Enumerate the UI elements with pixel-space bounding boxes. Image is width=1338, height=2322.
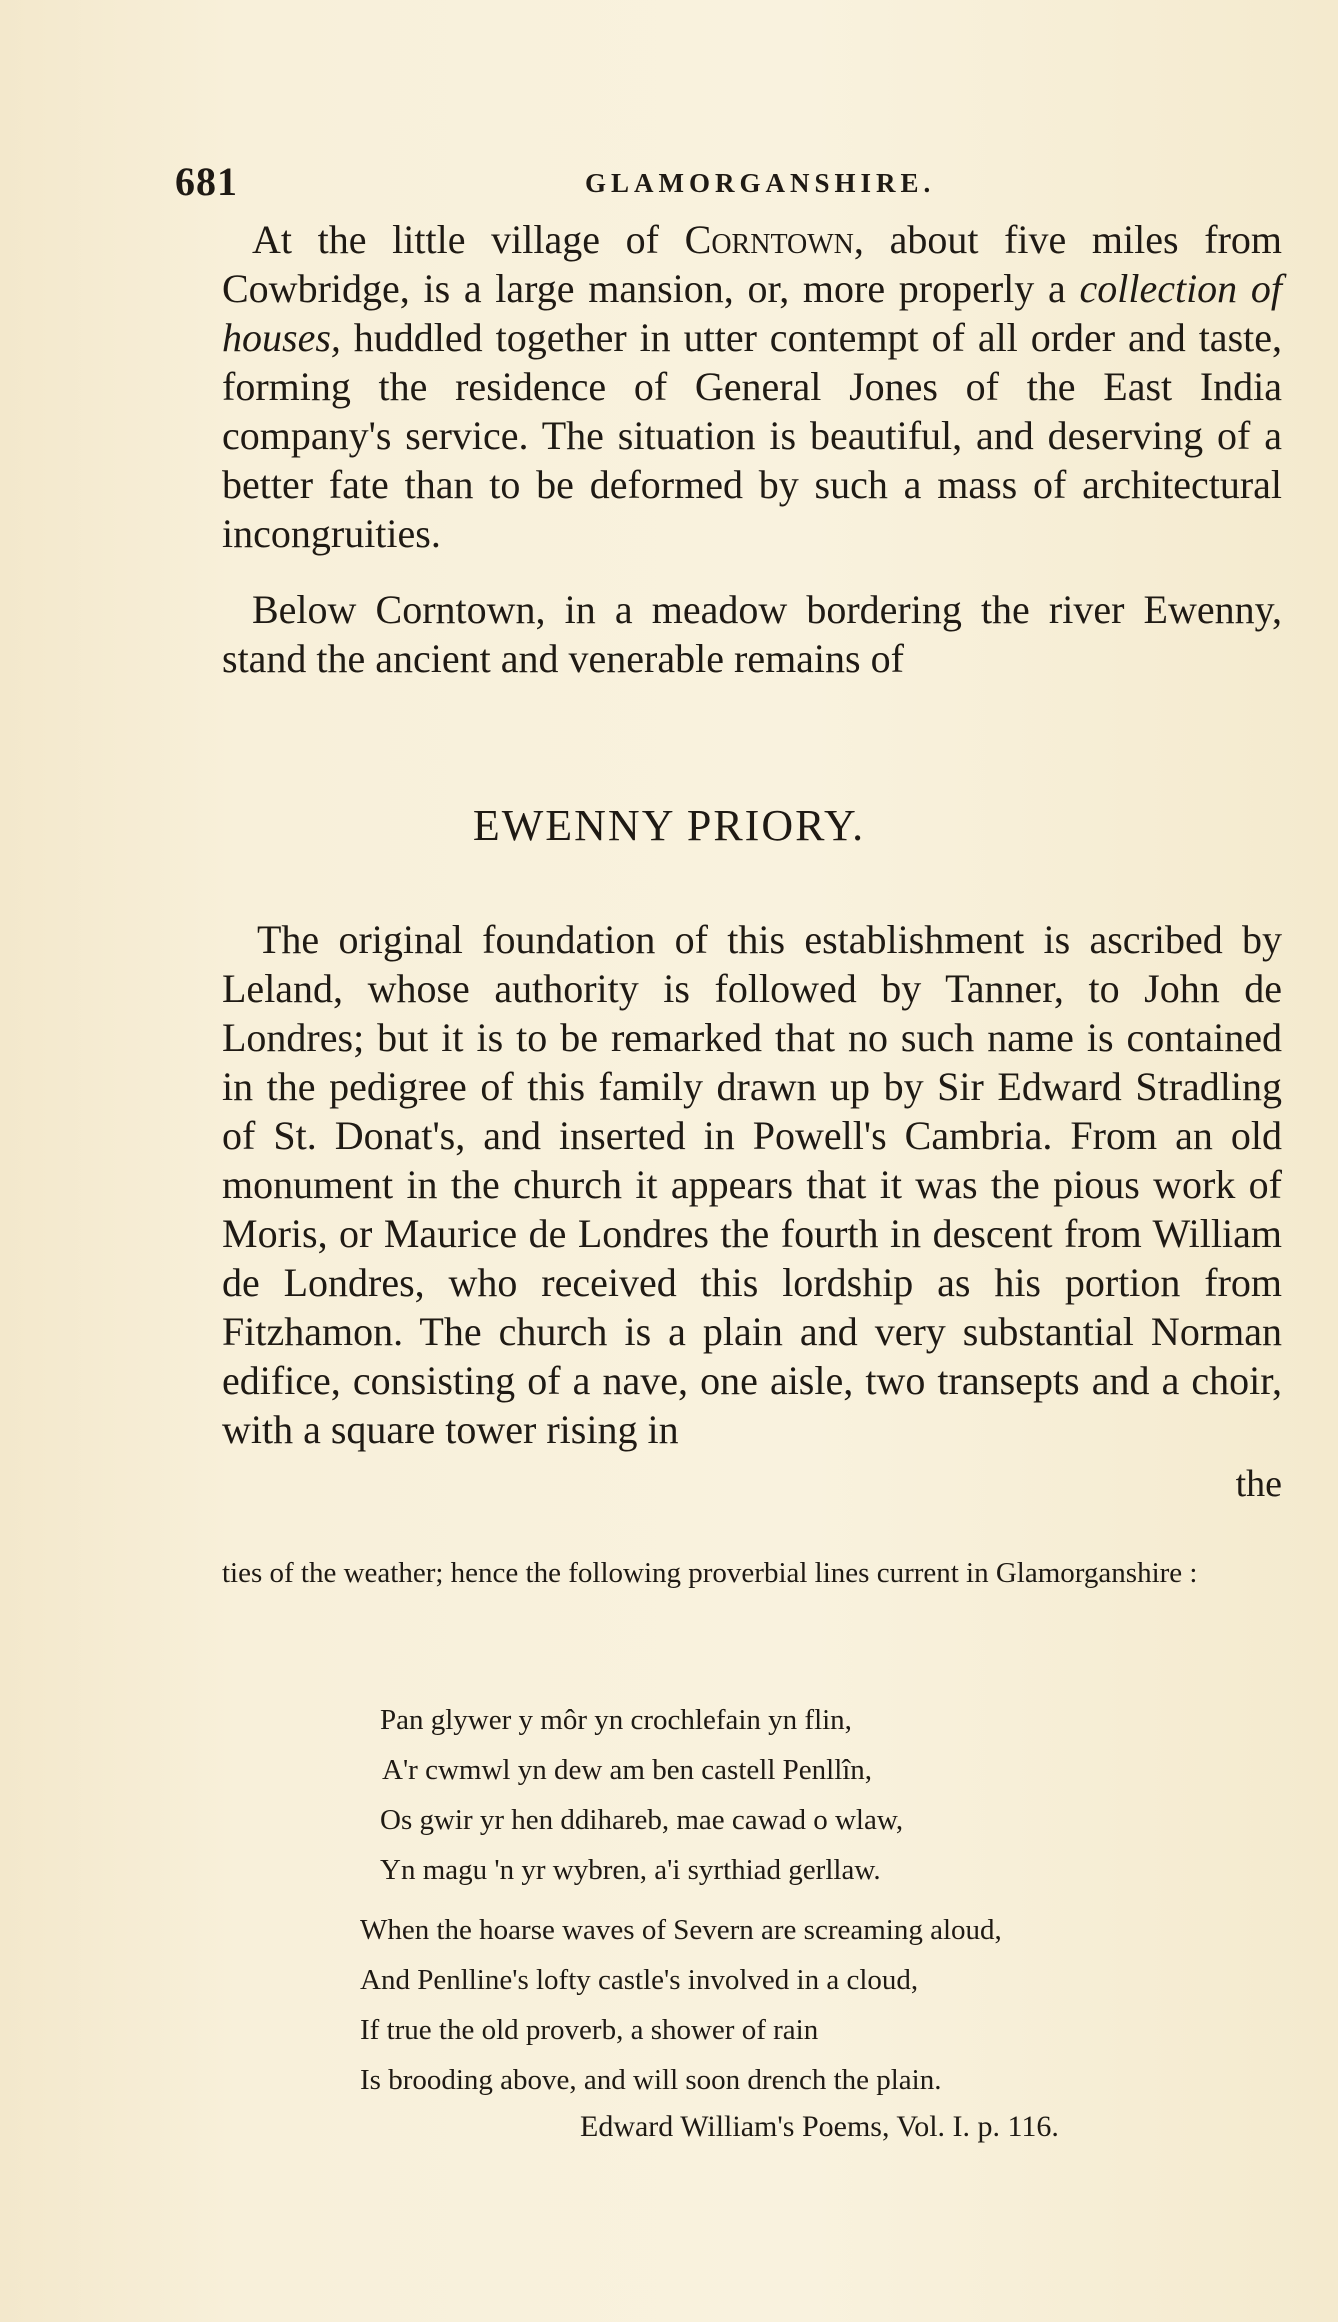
paragraph-original-foundation: The original foundation of this establishment is ascribed by Leland, whose authority is followed by Tanner, to John de Londres; but it is to be remarked that no such name is contained in the pedigree of this family drawn up by Sir Edward Stradling of St. Donat's, and inserted in Powell's Cambria. From an old monument in the church it appears that it was the pious work of Moris, or Maurice de Londres the fourth in descent from William de Londres, who received this lordship as his portion from Fitzhamon. The church is a plain and very substantial Norman edifice, consisting of a nave, one aisle, two transepts and a choir, with a square tower rising in	[222, 917, 1282, 1452]
welsh-verse-line: Yn magu 'n yr wybren, a'i syrthiad gerllaw.	[380, 1854, 881, 1886]
paragraph-corntown-part3: huddled together in utter contempt of all order and taste, forming the residence of General Jones of the East India company's service. The situation is beautiful, and deserving of a better fate than to be deformed by such a mass of architectural incongruities.	[222, 315, 1282, 556]
page-header	[175, 158, 1285, 208]
paragraph-corntown-part2: , about five miles from Cowbridge, is a large mansion, or, more properly a	[222, 217, 1282, 311]
english-verse-line: When the hoarse waves of Severn are screaming aloud,	[360, 1914, 1002, 1946]
place-corntown: Corntown	[684, 217, 854, 262]
paragraph-corntown-lead: At the little village of	[252, 217, 685, 262]
english-verse-line: Is brooding above, and will soon drench the plain.	[360, 2064, 942, 2096]
paragraph-corntown	[222, 215, 1282, 558]
welsh-verse-line: Os gwir yr hen ddihareb, mae cawad o wlaw,	[380, 1804, 904, 1836]
welsh-verse-line: Pan glywer y môr yn crochlefain yn flin,	[380, 1704, 852, 1736]
welsh-verse	[380, 1695, 903, 1895]
catchword: the	[1235, 1463, 1282, 1505]
welsh-verse-line: A'r cwmwl yn dew am ben castell Penllîn,	[382, 1754, 873, 1786]
footnote: ties of the weather; hence the following proverbial lines current in Glamorganshire :	[222, 1557, 1198, 1589]
emphasis-collection-of-houses: collection of houses,	[222, 266, 1283, 360]
paragraph-below-corntown: Below Corntown, in a meadow bordering the river Ewenny, stand the ancient and venerable remains of	[222, 587, 1282, 681]
section-title: EWENNY PRIORY.	[472, 801, 866, 850]
verse-attribution: Edward William's Poems, Vol. I. p. 116.	[580, 2110, 1059, 2143]
english-verse-line: If true the old proverb, a shower of rain	[360, 2014, 819, 2046]
english-verse	[360, 1905, 1002, 2105]
english-verse-line: And Penlline's lofty castle's involved in a cloud,	[360, 1964, 919, 1996]
page-number: 681	[175, 159, 238, 204]
running-head: GLAMORGANSHIRE.	[585, 168, 936, 198]
